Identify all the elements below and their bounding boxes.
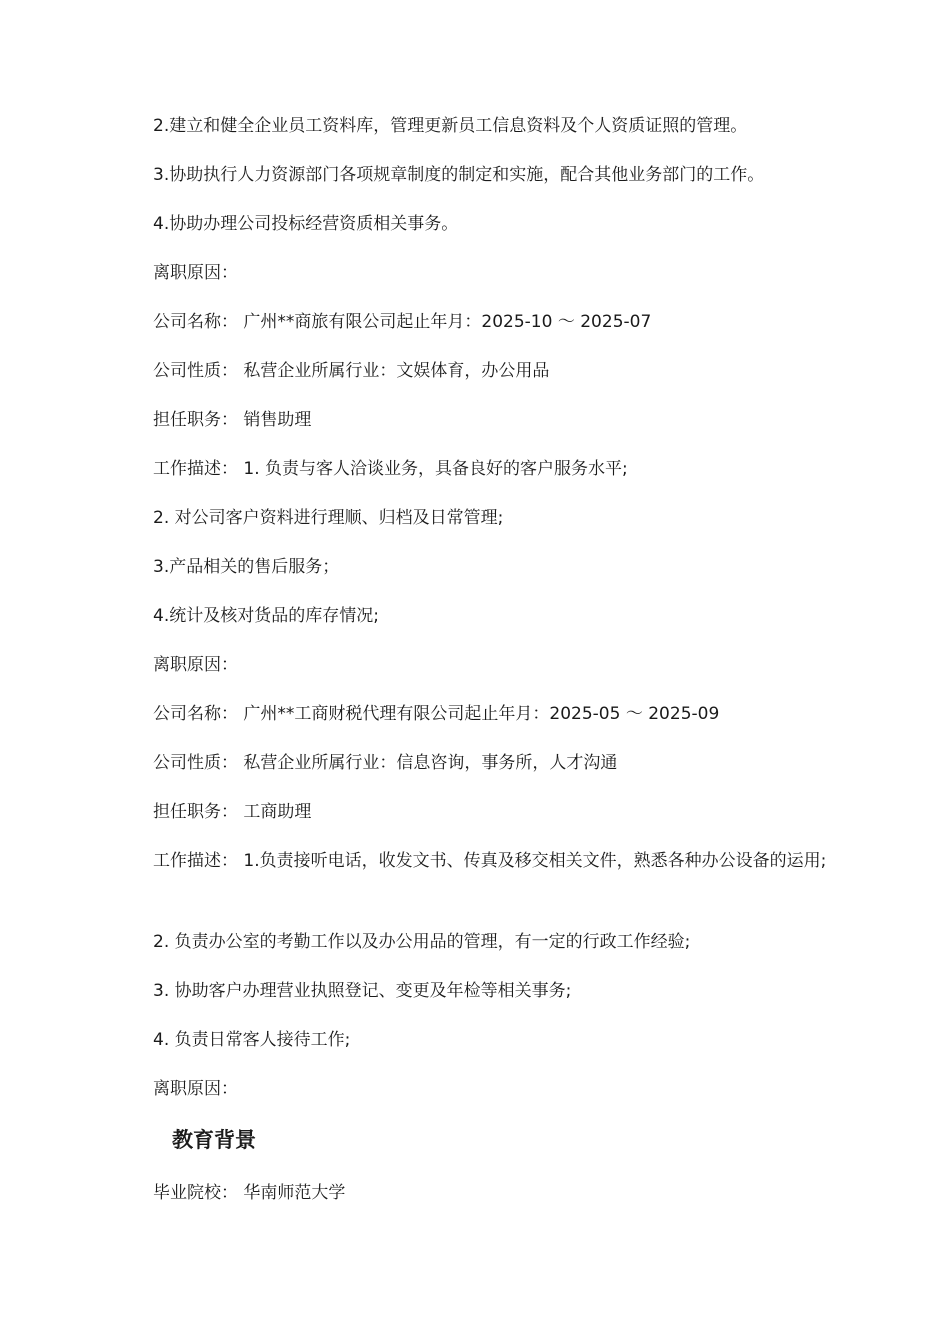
company-name: 公司名称： 广州**商旅有限公司起止年月：2025-10 ～ 2025-07 (153, 312, 652, 332)
job-title: 担任职务： 销售助理 (153, 410, 312, 430)
job-description: 工作描述： 1.负责接听电话，收发文书、传真及移交相关文件，熟悉各种办公设备的运用; (153, 851, 827, 871)
leave-reason: 离职原因： (153, 1079, 238, 1099)
company-name: 公司名称： 广州**工商财税代理有限公司起止年月：2025-05 ～ 2025-09 (153, 704, 720, 724)
duty-item-4: 4.协助办理公司投标经营资质相关事务。 (153, 214, 459, 234)
duty-item: 3.产品相关的售后服务； (153, 557, 340, 577)
duty-item: 2. 对公司客户资料进行理顺、归档及日常管理; (153, 508, 504, 528)
job-title: 担任职务： 工商助理 (153, 802, 312, 822)
duty-item: 2. 负责办公室的考勤工作以及办公用品的管理，有一定的行政工作经验; (153, 932, 691, 952)
job-description: 工作描述： 1. 负责与客人洽谈业务，具备良好的客户服务水平; (153, 459, 628, 479)
leave-reason: 离职原因： (153, 655, 238, 675)
leave-reason: 离职原因： (153, 263, 238, 283)
duty-item: 4.统计及核对货品的库存情况; (153, 606, 379, 626)
company-type: 公司性质： 私营企业所属行业：文娱体育，办公用品 (153, 361, 550, 381)
duty-item: 4. 负责日常客人接待工作; (153, 1030, 351, 1050)
company-type: 公司性质： 私营企业所属行业：信息咨询，事务所，人才沟通 (153, 753, 618, 773)
education-heading: 教育背景 (172, 1128, 256, 1152)
duty-item-2: 2.建立和健全企业员工资料库，管理更新员工信息资料及个人资质证照的管理。 (153, 116, 748, 136)
duty-item-3: 3.协助执行人力资源部门各项规章制度的制定和实施，配合其他业务部门的工作。 (153, 165, 765, 185)
duty-item: 3. 协助客户办理营业执照登记、变更及年检等相关事务; (153, 981, 572, 1001)
graduated-school: 毕业院校： 华南师范大学 (153, 1183, 346, 1203)
